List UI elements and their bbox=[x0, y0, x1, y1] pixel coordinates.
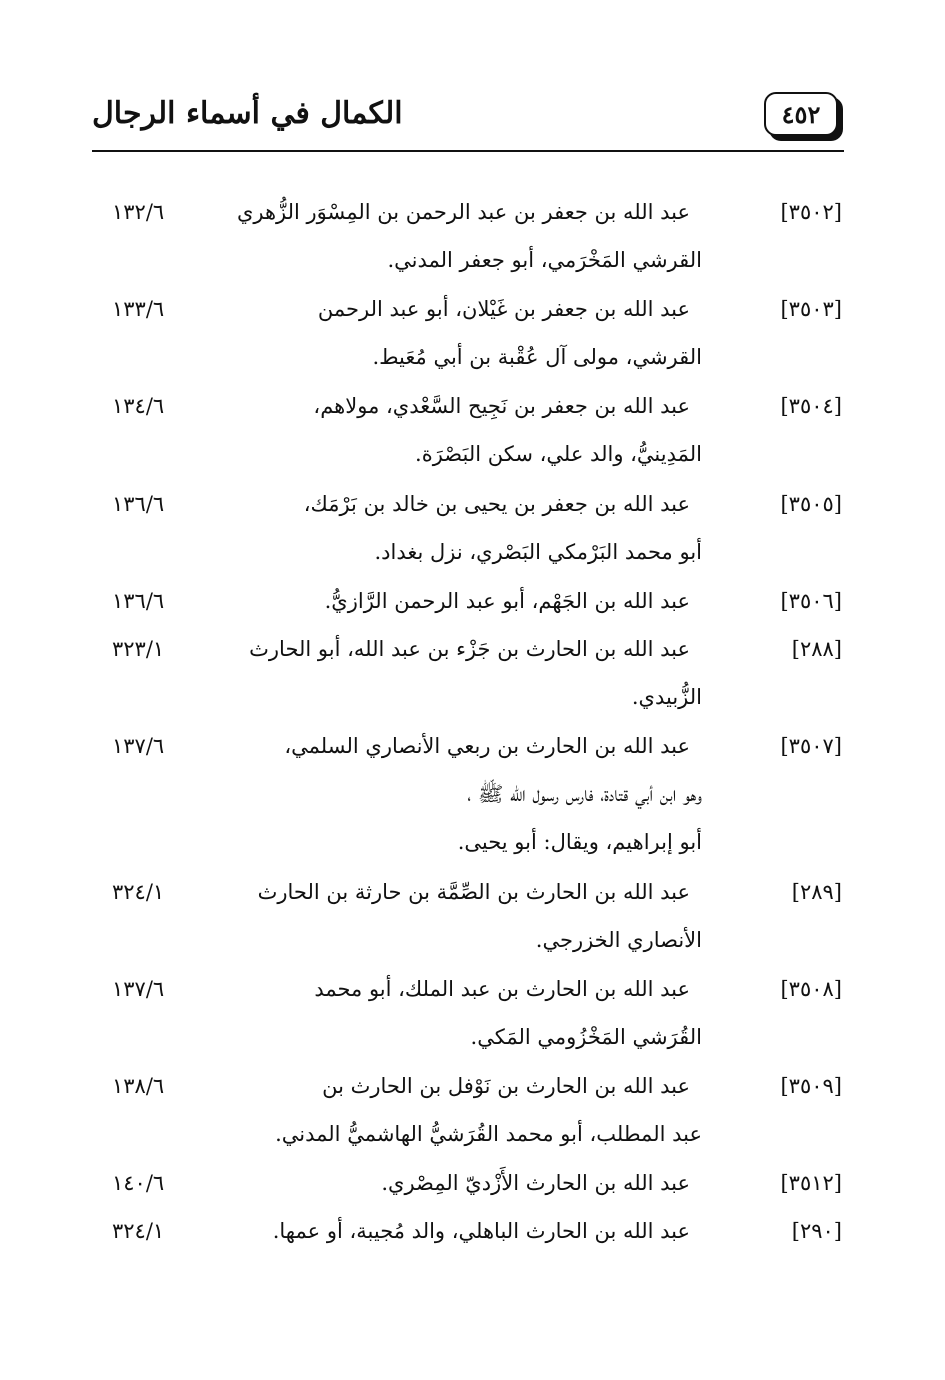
entry-text bbox=[236, 188, 702, 284]
entry-row bbox=[112, 1207, 842, 1255]
entry-number: [٣٥٠٩] bbox=[780, 1074, 842, 1098]
entry-volume-page: ١٤٠/٦ bbox=[112, 1171, 165, 1195]
page-number: ٤٥٢ bbox=[781, 99, 821, 129]
entry-row bbox=[112, 625, 842, 721]
entry-text bbox=[257, 868, 702, 964]
entry-text bbox=[272, 1207, 702, 1255]
entry-line: أبو محمد البَرْمكي البَصْري، نزل بغداد. bbox=[374, 540, 702, 564]
entry-line: القُرَشي المَخْزُومي المَكي. bbox=[470, 1025, 702, 1049]
entry-text bbox=[282, 1159, 702, 1207]
entry-line: عبد الله بن الجَهْم، أبو عبد الرحمن الرَّازيُّ. bbox=[324, 589, 690, 613]
entry-volume-page: ١٣٦/٦ bbox=[112, 492, 165, 516]
entry-text bbox=[282, 722, 702, 866]
entry-line: عبد الله بن الحارث بن الصِّمَّة بن حارثة بن الحارث bbox=[257, 880, 690, 904]
entry-line: أبو إبراهيم، ويقال: أبو يحيى. bbox=[457, 830, 702, 854]
entry-line: عبد الله بن جعفر بن يحيى بن خالد بن بَرْمَك، bbox=[303, 492, 690, 516]
entry-line: عبد الله بن الحارث الباهلي، والد مُجيبة، أو عمها. bbox=[272, 1219, 690, 1243]
entry-volume-page: ١٣٣/٦ bbox=[112, 297, 165, 321]
entry-volume-page: ١٣٦/٦ bbox=[112, 589, 165, 613]
entry-row bbox=[112, 868, 842, 964]
entry-volume-page: ٣٢٣/١ bbox=[112, 637, 165, 661]
entry-number: [٢٨٩] bbox=[791, 880, 842, 904]
entry-line: الأنصاري الخزرجي. bbox=[535, 928, 702, 952]
entry-line: الزُّبيدي. bbox=[631, 685, 702, 709]
entry-row bbox=[112, 1062, 842, 1158]
entry-line: عبد الله بن جعفر بن غَيْلان، أبو عبد الرحمن bbox=[317, 297, 690, 321]
entry-row bbox=[112, 722, 842, 866]
page-number-badge bbox=[764, 92, 838, 136]
entry-line: عبد الله بن جعفر بن نَجِيح السَّعْدي، مولاهم، bbox=[313, 394, 690, 418]
entry-number: [٢٩٠] bbox=[791, 1219, 842, 1243]
entry-line: عبد المطلب، أبو محمد القُرَشيُّ الهاشميُّ المدني. bbox=[275, 1122, 702, 1146]
entry-volume-page: ١٣٧/٦ bbox=[112, 977, 165, 1001]
entry-number: [٣٥٠٥] bbox=[780, 492, 842, 516]
entry-number: [٣٥٠٨] bbox=[780, 977, 842, 1001]
entry-text bbox=[282, 480, 702, 576]
entry-volume-page: ١٣٤/٦ bbox=[112, 394, 165, 418]
entry-number: [٣٥٠٢] bbox=[780, 200, 842, 224]
page-header bbox=[92, 92, 844, 154]
entry-number: [٢٨٨] bbox=[791, 637, 842, 661]
entry-text bbox=[249, 625, 702, 721]
entry-line: عبد الله بن الحارث بن نَوْفل بن الحارث بن bbox=[322, 1074, 690, 1098]
entry-line: عبد الله بن الحارث بن عبد الملك، أبو محمد bbox=[314, 977, 690, 1001]
book-title: الكمال في أسماء الرجال bbox=[92, 96, 403, 131]
entry-number: [٣٥٠٧] bbox=[780, 734, 842, 758]
header-rule bbox=[92, 150, 844, 152]
entry-line: وهو ابن أبي قتادة، فارس رسول الله ﷺ ، bbox=[467, 782, 702, 806]
entry-number: [٣٥٠٣] bbox=[780, 297, 842, 321]
entry-line: القرشي المَخْرَمي، أبو جعفر المدني. bbox=[387, 248, 702, 272]
entry-number: [٣٥٠٦] bbox=[780, 589, 842, 613]
entry-row bbox=[112, 1159, 842, 1207]
entry-row bbox=[112, 382, 842, 478]
entry-line: عبد الله بن الحارث بن ربعي الأنصاري السلمي، bbox=[284, 734, 690, 758]
entry-row bbox=[112, 188, 842, 284]
entry-line: عبد الله بن الحارث بن جَزْء بن عبد الله، أبو الحارث bbox=[249, 637, 690, 661]
entry-volume-page: ١٣٨/٦ bbox=[112, 1074, 165, 1098]
entry-line: المَدِينيُّ، والد علي، سكن البَصْرَة. bbox=[415, 442, 702, 466]
entry-volume-page: ١٣٢/٦ bbox=[112, 200, 165, 224]
entry-text bbox=[282, 285, 702, 381]
entry-line: عبد الله بن الحارث الأَزْديّ المِصْري. bbox=[381, 1171, 690, 1195]
entry-text bbox=[282, 382, 702, 478]
entry-volume-page: ٣٢٤/١ bbox=[112, 1219, 165, 1243]
entry-text bbox=[275, 1062, 702, 1158]
entry-row bbox=[112, 285, 842, 381]
entry-number: [٣٥٠٤] bbox=[780, 394, 842, 418]
entry-row bbox=[112, 965, 842, 1061]
entry-text bbox=[282, 965, 702, 1061]
entry-row bbox=[112, 577, 842, 625]
entry-line: القرشي، مولى آل عُقْبة بن أبي مُعَيط. bbox=[372, 345, 702, 369]
entry-number: [٣٥١٢] bbox=[780, 1171, 842, 1195]
entry-row bbox=[112, 480, 842, 576]
entry-volume-page: ٣٢٤/١ bbox=[112, 880, 165, 904]
entry-line: عبد الله بن جعفر بن عبد الرحمن بن المِسْوَر الزُّهري bbox=[236, 200, 690, 224]
entry-volume-page: ١٣٧/٦ bbox=[112, 734, 165, 758]
entry-text bbox=[282, 577, 702, 625]
